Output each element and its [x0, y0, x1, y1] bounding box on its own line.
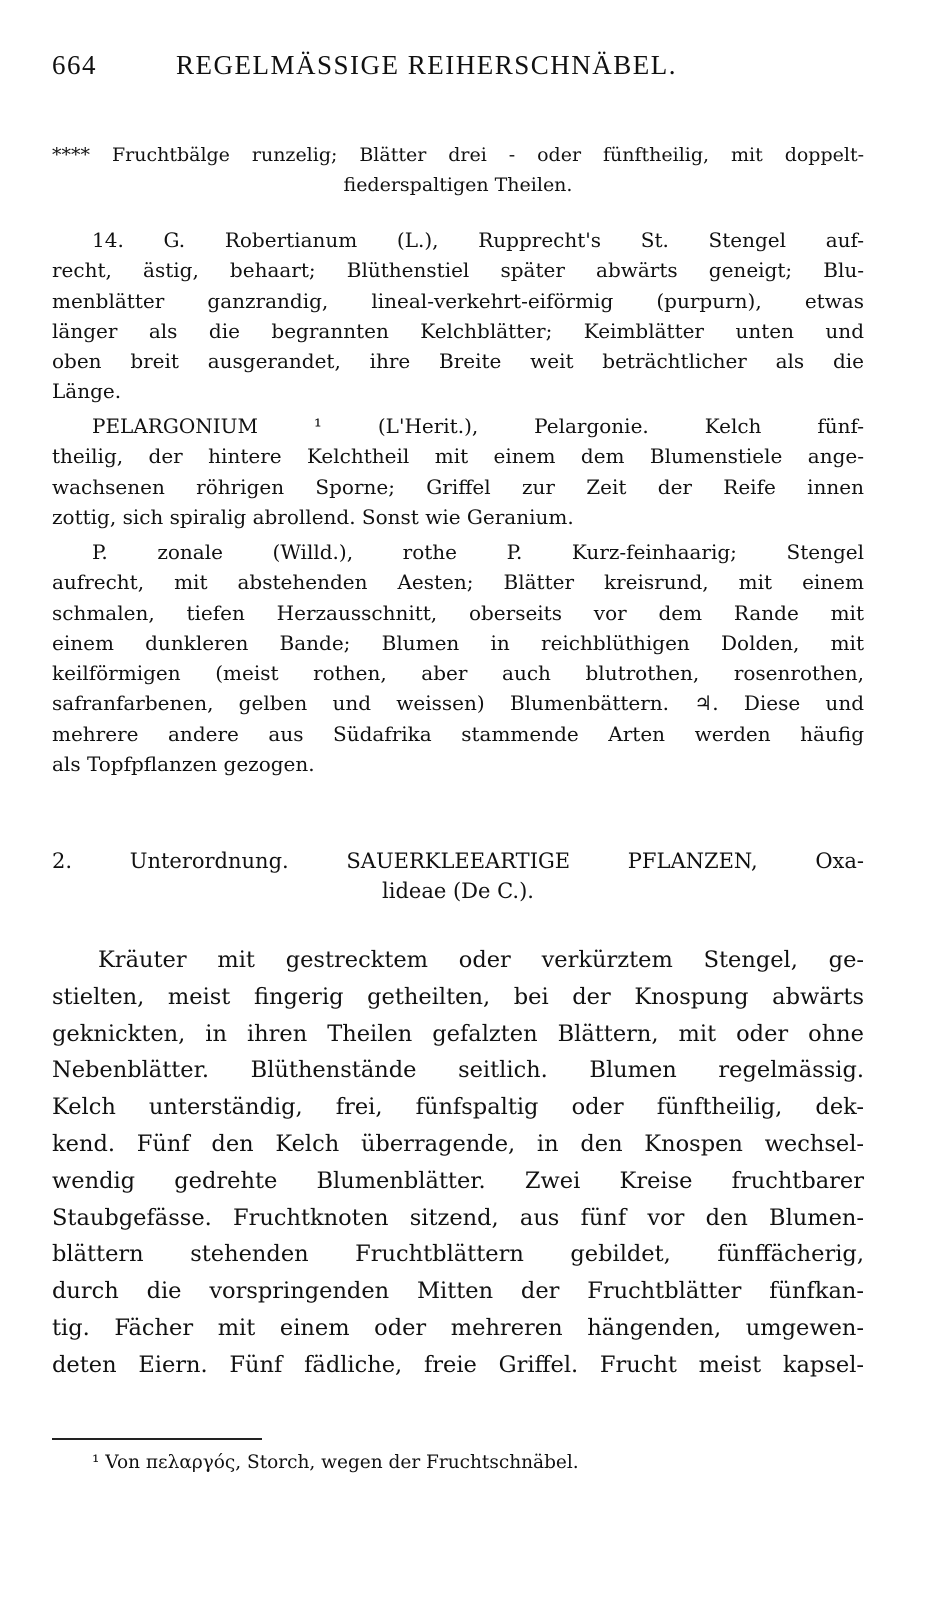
text-line: stielten, meist fingerig getheilten, bei der Knospung abwärts — [52, 983, 864, 1010]
text-line: safranfarbenen, gelben und weissen) Blumenbättern. ♃. Diese und — [52, 691, 864, 716]
text-line: zottig, sich spiralig abrollend. Sonst wie Geranium. — [52, 504, 574, 529]
heading-line: lideae (De C.). — [382, 879, 534, 904]
text-line: einem dunkleren Bande; Blumen in reichblüthigen Dolden, mit — [52, 630, 864, 655]
text-line: tig. Fächer mit einem oder mehreren hängenden, umgewen- — [52, 1314, 864, 1341]
text-line: Kelch unterständig, frei, fünfspaltig oder fünftheilig, dek- — [52, 1094, 864, 1121]
text-line: kend. Fünf den Kelch überragende, in den Knospen wechsel- — [52, 1130, 864, 1157]
text-line: Staubgefässe. Fruchtknoten sitzend, aus fünf vor den Blumen- — [52, 1204, 864, 1231]
zonale-paragraph — [52, 537, 864, 779]
suborder-heading — [52, 846, 864, 907]
species-14-paragraph — [52, 225, 864, 407]
running-title: REGELMÄSSIGE REIHERSCHNÄBEL. — [176, 50, 678, 80]
text-line: durch die vorspringenden Mitten der Fruchtblätter fünfkan- — [52, 1278, 864, 1305]
heading-line: 2. Unterordnung. SAUERKLEEARTIGE PFLANZEN, Oxa- — [52, 849, 864, 873]
text-line: P. zonale (Willd.), rothe P. Kurz-feinhaarig; Stengel — [92, 540, 864, 564]
text-line: mehrere andere aus Südafrika stammende Arten werden häufig — [52, 721, 864, 746]
text-line: fiederspaltigen Theilen. — [343, 174, 573, 196]
page-number: 664 — [52, 50, 97, 80]
text-line: deten Eiern. Fünf fädliche, freie Griffel. Frucht meist kapsel- — [52, 1351, 864, 1378]
footnote-divider — [52, 1438, 262, 1440]
text-line: oben breit ausgerandet, ihre Breite weit beträchtlicher als die — [52, 349, 864, 374]
text-line: theilig, der hintere Kelchtheil mit einem dem Blumenstiele ange- — [52, 444, 864, 469]
description-paragraph — [52, 942, 864, 1384]
text-line: als Topfpflanzen gezogen. — [52, 752, 315, 777]
text-line: Kräuter mit gestrecktem oder verkürztem Stengel, ge- — [98, 947, 864, 973]
text-line: Nebenblätter. Blüthenstände seitlich. Blumen regelmässig. — [52, 1057, 864, 1084]
text-line: keilförmigen (meist rothen, aber auch blutrothen, rosenrothen, — [52, 661, 864, 686]
text-line: blättern stehenden Fruchtblättern gebildet, fünffächerig, — [52, 1241, 864, 1268]
text-line: aufrecht, mit abstehenden Aesten; Blätter kreisrund, mit einem — [52, 570, 864, 595]
text-line: 14. G. Robertianum (L.), Rupprecht's St. Stengel auf- — [92, 228, 864, 252]
text-line: recht, ästig, behaart; Blüthenstiel später abwärts geneigt; Blu- — [52, 258, 864, 283]
text-line: wachsenen röhrigen Sporne; Griffel zur Zeit der Reife innen — [52, 474, 864, 499]
text-line: menblätter ganzrandig, lineal-verkehrt-eiförmig (purpurn), etwas — [52, 288, 864, 313]
footnote: ¹ Von πελαργός, Storch, wegen der Fruchtschnäbel. — [92, 1452, 579, 1473]
text-line: PELARGONIUM ¹ (L'Herit.), Pelargonie. Kelch fünf- — [92, 414, 864, 438]
text-line: länger als die begrannten Kelchblätter; Keimblätter unten und — [52, 318, 864, 343]
pelargonium-paragraph — [52, 411, 864, 532]
text-line: geknickten, in ihren Theilen gefalzten Blättern, mit oder ohne — [52, 1020, 864, 1047]
text-line: schmalen, tiefen Herzausschnitt, oberseits vor dem Rande mit — [52, 600, 864, 625]
note-block — [52, 140, 864, 200]
text-line: **** Fruchtbälge runzelig; Blätter drei - oder fünftheilig, mit doppelt- — [52, 144, 864, 166]
text-line: wendig gedrehte Blumenblätter. Zwei Kreise fruchtbarer — [52, 1167, 864, 1194]
text-line: Länge. — [52, 379, 122, 404]
